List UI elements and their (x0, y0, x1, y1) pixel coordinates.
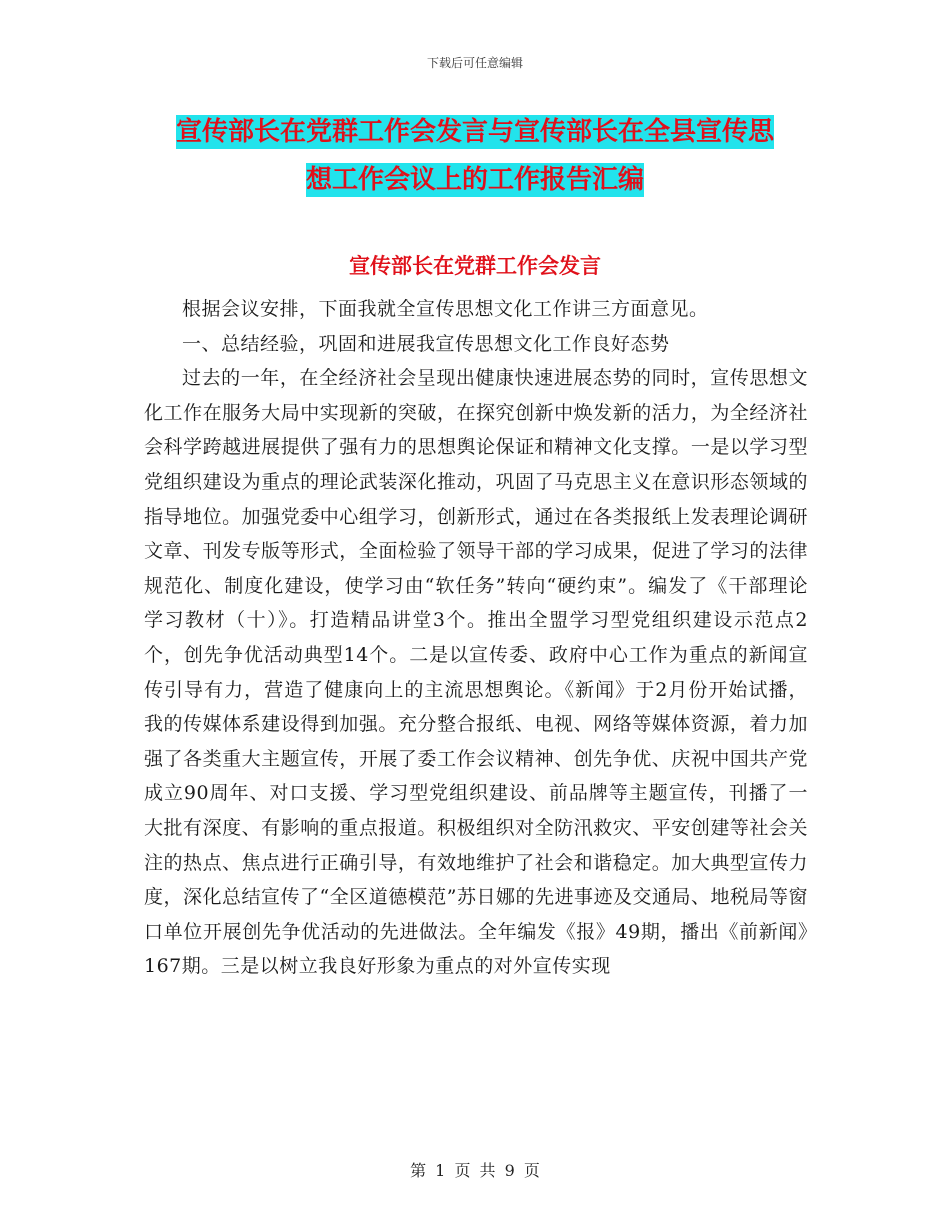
section-title: 宣传部长在党群工作会发言 (349, 254, 601, 278)
document-title (120, 108, 830, 204)
paragraph-intro: 根据会议安排，下面我就全宣传思想文化工作讲三方面意见。 (182, 298, 709, 320)
document-body (144, 292, 808, 984)
paragraph-body-1: 过去的一年，在全经济社会呈现出健康快速进展态势的同时，宣传思想文化工作在服务大局中实现新的突破，在探究创新中焕发新的活力，为全经济社会科学跨越进展提供了强有力的思想舆论保证和精神文化支撑。一是以学习型党组织建设为重点的理论武装深化推动，巩固了马克思主义在意识形态领域的指导地位。加强党委中心组学习，创新形式，通过在各类报纸上发表理论调研文章、刊发专版等形式，全面检验了领导干部的学习成果，促进了学习的法律规范化、制度化建设，使学习由“软任务”转向“硬约束”。编发了《干部理论学习教材（十）》。打造精品讲堂3个。推出全盟学习型党组织建设示范点2个，创先争优活动典型14个。二是以宣传委、政府中心工作为重点的新闻宣传引导有力，营造了健康向上的主流思想舆论。《新闻》于2月份开始试播，我的传媒体系建设得到加强。充分整合报纸、电视、网络等媒体资源，着力加强了各类重大主题宣传，开展了委工作会议精神、创先争优、庆祝中国共产党成立90周年、对口支援、学习型党组织建设、前品牌等主题宣传，刊播了一大批有深度、有影响的重点报道。积极组织对全防汛救灾、平安创建等社会关注的热点、焦点进行正确引导，有效地维护了社会和谐稳定。加大典型宣传力度，深化总结宣传了“全区道德模范”苏日娜的先进事迹及交通局、地税局等窗口单位开展创先争优活动的先进做法。全年编发《报》49期，播出《前新闻》167期。三是以树立我良好形象为重点的对外宣传实现 (144, 367, 808, 978)
document-title-line-2: 想工作会议上的工作报告汇编 (305, 165, 644, 195)
document-title-line-1: 宣传部长在党群工作会发言与宣传部长在全县宣传思 (175, 117, 774, 147)
paragraph-heading-1: 一、总结经验，巩固和进展我宣传思想文化工作良好态势 (182, 332, 670, 355)
page-number: 第 1 页 共 9 页 (410, 1161, 540, 1180)
page-header-note: 下载后可任意编辑 (426, 56, 523, 70)
